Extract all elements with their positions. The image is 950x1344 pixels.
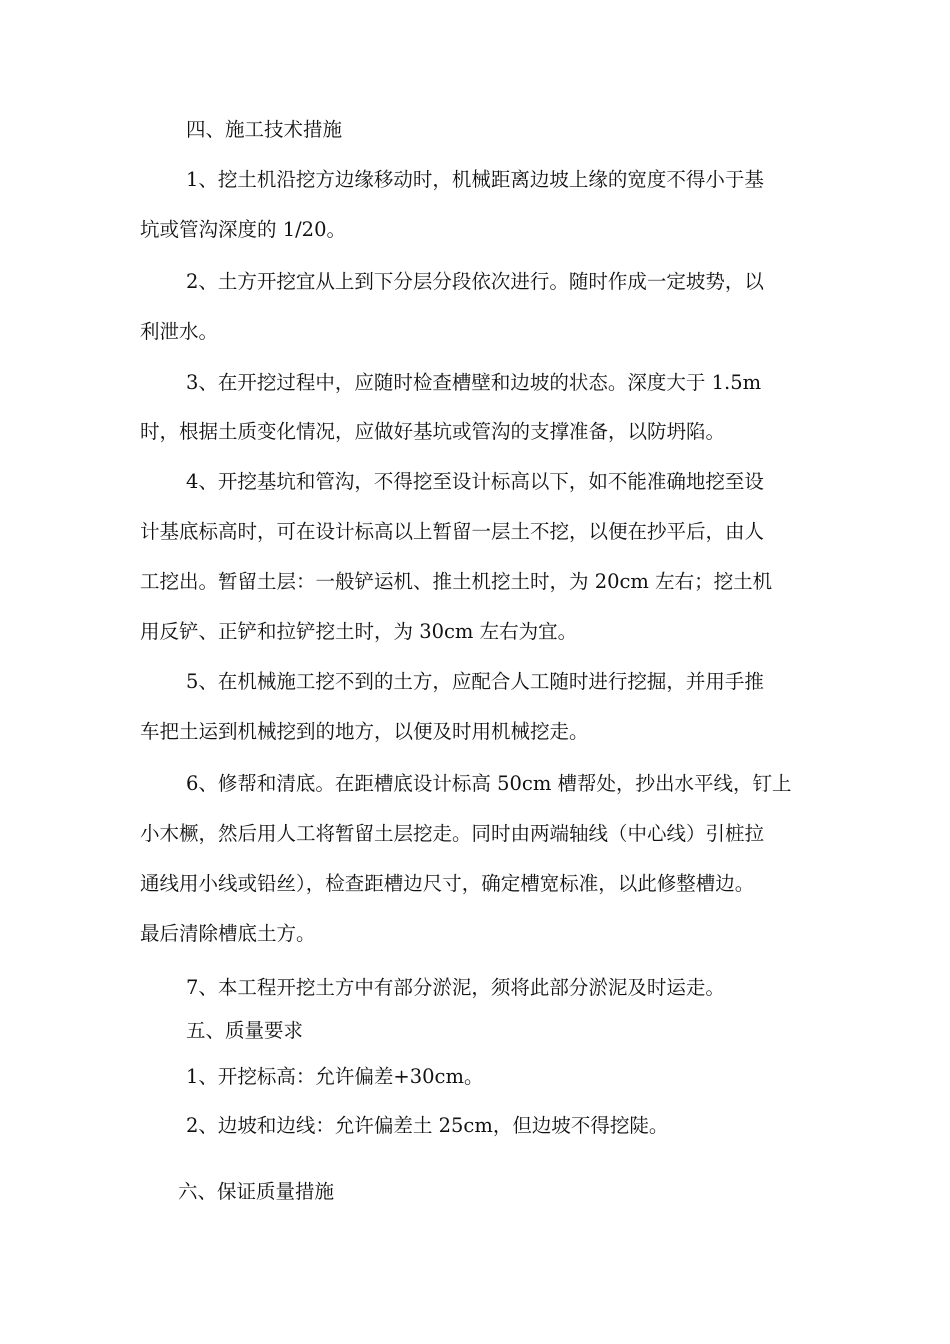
paragraph-6-line-1: 6、修帮和清底。在距槽底设计标高 50cm 槽帮处，抄出水平线，钉上 bbox=[186, 772, 792, 795]
section-heading-construction-measures: 四、施工技术措施 bbox=[186, 118, 343, 141]
paragraph-2-line-2: 利泄水。 bbox=[140, 320, 219, 343]
paragraph-4-line-2: 计基底标高时，可在设计标高以上暂留一层土不挖，以便在抄平后，由人 bbox=[140, 520, 765, 543]
paragraph-6-line-3: 通线用小线或铅丝），检查距槽边尺寸，确定槽宽标准，以此修整槽边。 bbox=[140, 872, 755, 895]
section-heading-quality-assurance: 六、保证质量措施 bbox=[178, 1180, 335, 1203]
paragraph-3-line-1: 3、在开挖过程中，应随时检查槽壁和边坡的状态。深度大于 1.5m bbox=[186, 371, 762, 394]
paragraph-4-line-1: 4、开挖基坑和管沟，不得挖至设计标高以下，如不能准确地挖至设 bbox=[186, 470, 764, 493]
paragraph-5-line-2: 车把土运到机械挖到的地方，以便及时用机械挖走。 bbox=[140, 720, 589, 743]
paragraph-6-line-2: 小木橛，然后用人工将暂留土层挖走。同时由两端轴线（中心线）引桩拉 bbox=[140, 822, 765, 845]
paragraph-4-line-3: 工挖出。暂留土层：一般铲运机、推土机挖土时，为 20cm 左右；挖土机 bbox=[140, 570, 773, 593]
paragraph-7-line-1: 7、本工程开挖土方中有部分淤泥，须将此部分淤泥及时运走。 bbox=[186, 976, 725, 999]
paragraph-5-line-1: 5、在机械施工挖不到的土方，应配合人工随时进行挖掘，并用手推 bbox=[186, 670, 764, 693]
section-heading-quality-requirements: 五、质量要求 bbox=[186, 1019, 304, 1042]
paragraph-2-line-1: 2、土方开挖宜从上到下分层分段依次进行。随时作成一定坡势，以 bbox=[186, 270, 764, 293]
paragraph-1-line-1: 1、挖土机沿挖方边缘移动时，机械距离边坡上缘的宽度不得小于基 bbox=[186, 168, 764, 191]
paragraph-1-line-2: 坑或管沟深度的 1/20。 bbox=[140, 218, 346, 241]
paragraph-4-line-4: 用反铲、正铲和拉铲挖土时，为 30cm 左右为宜。 bbox=[140, 620, 578, 643]
paragraph-6-line-4: 最后清除槽底土方。 bbox=[140, 922, 316, 945]
quality-item-1: 1、开挖标高：允许偏差+30cm。 bbox=[186, 1065, 484, 1088]
quality-item-2: 2、边坡和边线：允许偏差土 25cm，但边坡不得挖陡。 bbox=[186, 1114, 669, 1137]
paragraph-3-line-2: 时，根据土质变化情况，应做好基坑或管沟的支撑准备，以防坍陷。 bbox=[140, 420, 726, 443]
